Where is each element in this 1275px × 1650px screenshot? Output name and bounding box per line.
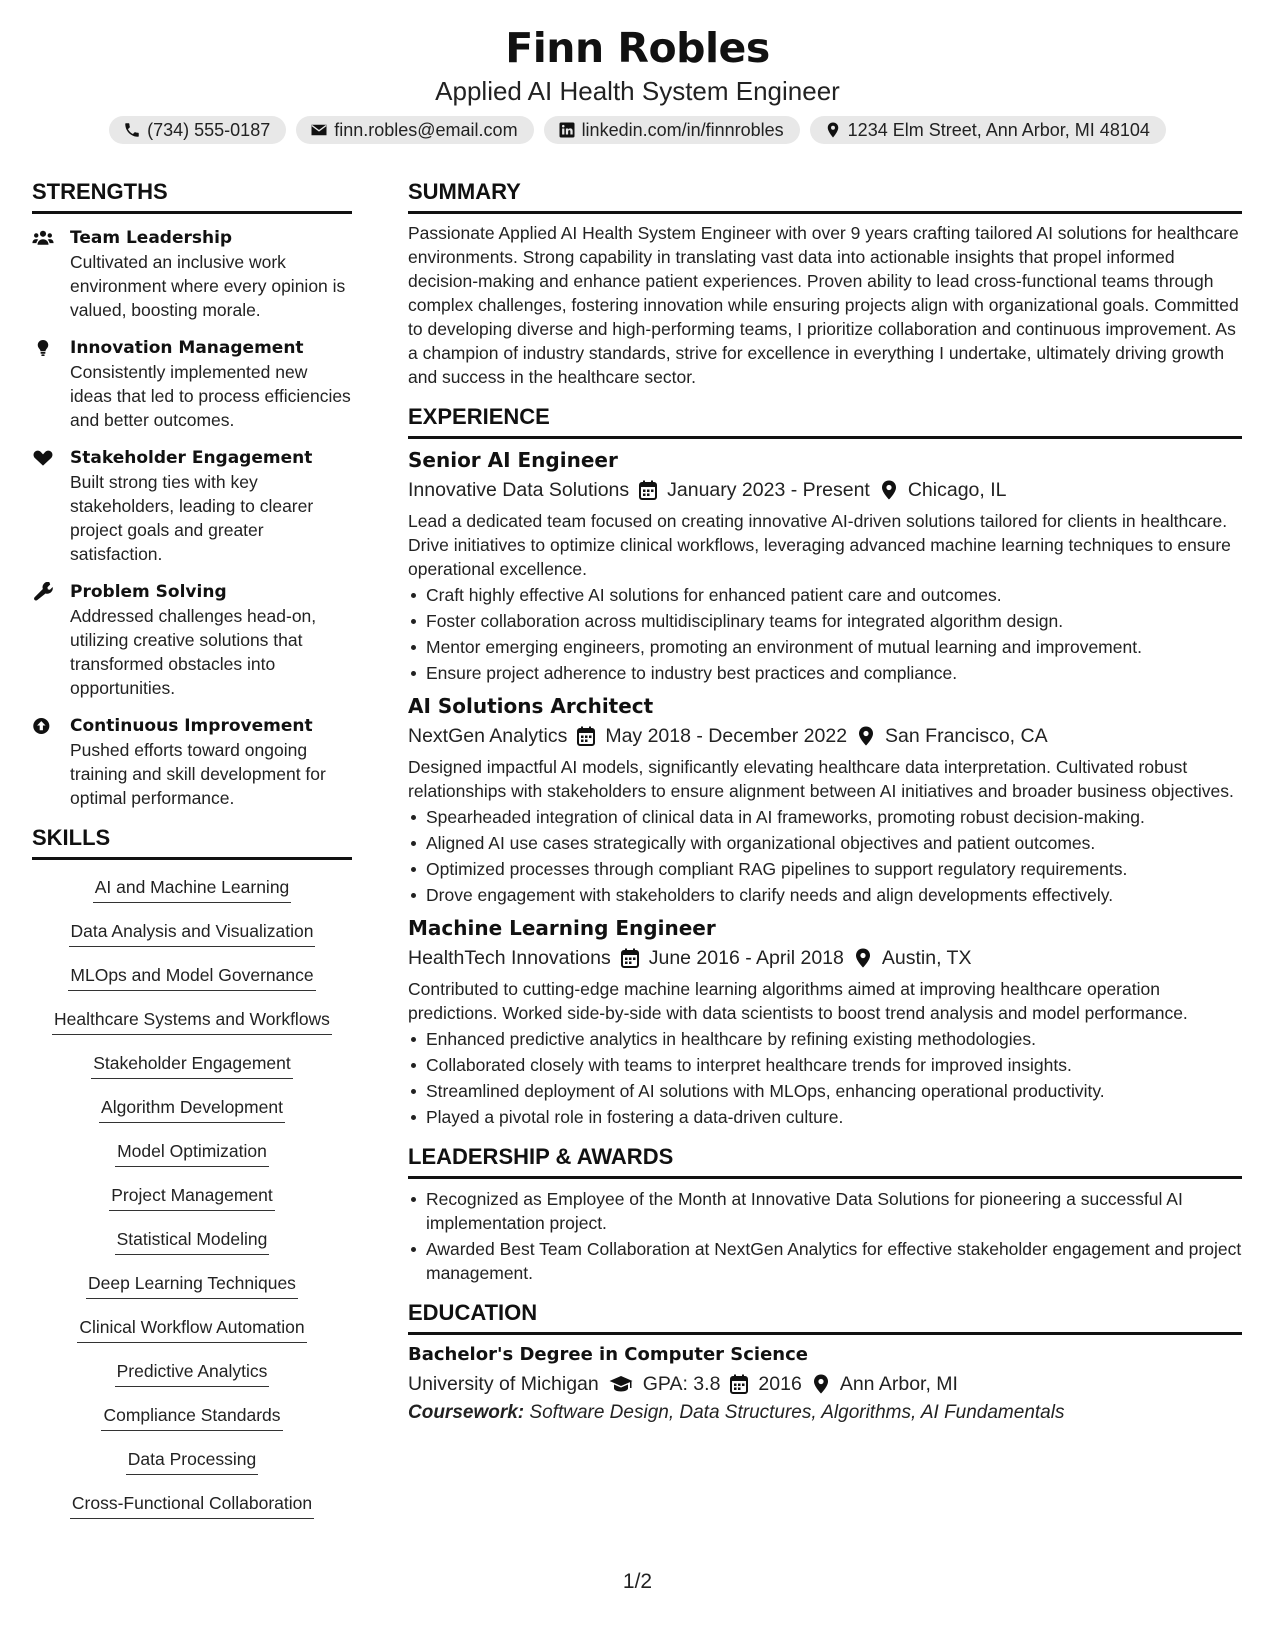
strength-title: Stakeholder Engagement [70,448,313,468]
strength-title: Innovation Management [70,338,304,358]
job-dates: June 2016 - April 2018 [648,947,844,969]
graduation-cap-icon [609,1374,633,1394]
education-coursework [408,1399,1242,1427]
job-description: Contributed to cutting-edge machine learning algorithms aimed at improving healthcare operation predictions. Worked side-by-side with data scientists to boost trend analysis and model performance. [408,979,1188,1023]
job-bullet: Craft highly effective AI solutions for enhanced patient care and outcomes. [408,583,1242,607]
summary-text: Passionate Applied AI Health System Engineer with over 9 years crafting tailored AI solutions for healthcare environments. Strong capability in translating vast data into actionable insights that propel informed decision-making and enhance patient experiences. Proven ability to lead cross-functional teams through complex challenges, fostering innovation while ensuring projects align with organizational goals. Committed to developing diverse and high-performing teams, I prioritize collaboration and continuous improvement. As a champion of industry standards, strive for excellence in everything I undertake, ultimately driving growth and success in the healthcare sector. [408,223,1239,387]
job-company: NextGen Analytics [408,725,568,747]
job-meta [408,943,1242,973]
skills-section [32,824,352,1530]
skill-tag: AI and Machine Learning [93,870,292,903]
job-entry [408,691,1242,907]
skill-tag: MLOps and Model Governance [68,958,315,991]
job-bullet: Ensure project adherence to industry best practices and compliance. [408,661,1242,685]
strength-item [32,580,352,700]
skill-tag: Data Analysis and Visualization [69,914,316,947]
skill-tag: Data Processing [126,1442,258,1475]
summary-heading: SUMMARY [408,178,1242,214]
skill-tag: Compliance Standards [101,1398,282,1431]
strength-desc: Consistently implemented new ideas that led to process efficiencies and better outcomes. [70,362,351,430]
education-gpa: GPA: 3.8 [642,1373,721,1395]
skill-tag: Clinical Workflow Automation [77,1310,306,1343]
awards-list [408,1187,1242,1285]
job-bullet: Aligned AI use cases strategically with organizational objectives and patient outcomes. [408,831,1242,855]
job-meta [408,721,1242,751]
skill-tag: Statistical Modeling [115,1222,270,1255]
strength-desc: Cultivated an inclusive work environment where every opinion is valued, boosting morale. [70,252,346,320]
calendar-icon [621,948,639,968]
resume-header [0,22,1275,144]
contact-phone[interactable] [109,116,286,144]
strength-item [32,226,352,322]
contact-address-text: 1234 Elm Street, Ann Arbor, MI 48104 [847,120,1150,140]
job-location: Austin, TX [881,947,972,969]
left-column [32,178,352,1530]
job-entry [408,445,1242,685]
map-pin-icon [812,1374,830,1394]
contact-linkedin-text: linkedin.com/in/finnrobles [581,120,784,140]
users-icon [32,228,54,248]
map-pin-icon [857,726,875,746]
skills-heading: SKILLS [32,824,352,860]
wrench-icon [32,582,54,602]
job-company: HealthTech Innovations [408,947,611,969]
contact-linkedin[interactable] [544,116,800,144]
contact-bar [0,116,1275,144]
strength-desc: Built strong ties with key stakeholders, leading to clearer project goals and greater satisfaction. [70,472,314,564]
job-title: Senior AI Engineer [408,448,618,472]
job-bullet: Foster collaboration across multidisciplinary teams for integrated algorithm design. [408,609,1242,633]
job-dates: May 2018 - December 2022 [605,725,848,747]
map-pin-icon [854,948,872,968]
skill-tag: Cross-Functional Collaboration [70,1486,314,1519]
strength-desc: Pushed efforts toward ongoing training and skill development for optimal performance. [70,740,326,808]
job-title: Machine Learning Engineer [408,916,716,940]
job-bullet: Played a pivotal role in fostering a data-driven culture. [408,1105,1242,1129]
heart-icon [32,448,54,468]
job-location: Chicago, IL [907,479,1007,501]
map-pin-icon [824,121,842,139]
coursework-label: Coursework: [408,1402,525,1423]
linkedin-icon [558,121,576,139]
right-column [408,178,1242,1427]
job-location: San Francisco, CA [885,725,1048,747]
skill-tag: Healthcare Systems and Workflows [52,1002,332,1035]
experience-heading: EXPERIENCE [408,403,1242,439]
envelope-icon [310,121,328,139]
calendar-icon [730,1374,748,1394]
skill-tag: Deep Learning Techniques [86,1266,298,1299]
strength-title: Problem Solving [70,582,227,602]
job-bullet: Enhanced predictive analytics in healthcare by refining existing methodologies. [408,1027,1242,1051]
map-pin-icon [880,480,898,500]
job-meta [408,475,1242,505]
education-year: 2016 [758,1373,802,1395]
strength-title: Team Leadership [70,228,233,248]
job-dates: January 2023 - Present [667,479,870,501]
job-bullet: Streamlined deployment of AI solutions with MLOps, enhancing operational productivity. [408,1079,1242,1103]
job-bullet: Collaborated closely with teams to interpret healthcare trends for improved insights. [408,1053,1242,1077]
job-description: Lead a dedicated team focused on creating innovative AI-driven solutions tailored for clients in healthcare. Drive initiatives to optimize clinical workflows, leveraging advanced machine learning techniques to ensure operational excellence. [408,511,1231,579]
contact-email-text: finn.robles@email.com [334,120,518,140]
job-company: Innovative Data Solutions [408,479,630,501]
coursework-list: Software Design, Data Structures, Algorithms, AI Fundamentals [529,1402,1065,1423]
education-heading: EDUCATION [408,1299,1242,1335]
education-meta [408,1369,1242,1399]
strength-item [32,446,352,566]
skill-tag: Model Optimization [115,1134,269,1167]
job-bullet: Spearheaded integration of clinical data in AI frameworks, promoting robust decision-making. [408,805,1242,829]
job-bullet: Optimized processes through compliant RAG pipelines to support regulatory requirements. [408,857,1242,881]
calendar-icon [577,726,595,746]
lightbulb-icon [32,338,54,358]
job-bullet: Mentor emerging engineers, promoting an environment of mutual learning and improvement. [408,635,1242,659]
job-bullet: Drove engagement with stakeholders to clarify needs and align developments effectively. [408,883,1242,907]
contact-phone-text: (734) 555-0187 [147,120,271,140]
strength-item [32,336,352,432]
contact-address [810,116,1166,144]
job-bullets [408,1027,1242,1129]
awards-heading: LEADERSHIP & AWARDS [408,1143,1242,1179]
candidate-role: Applied AI Health System Engineer [435,76,840,106]
skills-list [32,870,352,1530]
strengths-list [32,226,352,810]
job-bullets [408,583,1242,685]
phone-icon [123,121,141,139]
strength-item [32,714,352,810]
job-bullets [408,805,1242,907]
candidate-name: Finn Robles [505,24,770,72]
job-description: Designed impactful AI models, significantly elevating healthcare data interpretation. Cultivated robust relationships with stakeholders to ensure alignment between AI initiatives and broader business objectives. [408,757,1234,801]
strengths-heading: STRENGTHS [32,178,352,214]
skill-tag: Stakeholder Engagement [91,1046,293,1079]
strength-desc: Addressed challenges head-on, utilizing creative solutions that transformed obstacles into opportunities. [70,606,317,698]
calendar-icon [639,480,657,500]
skill-tag: Project Management [109,1178,274,1211]
job-entry [408,913,1242,1129]
strength-title: Continuous Improvement [70,716,313,736]
contact-email[interactable] [296,116,533,144]
award-item: Awarded Best Team Collaboration at NextGen Analytics for effective stakeholder engagement and project management. [408,1237,1242,1285]
skill-tag: Algorithm Development [99,1090,285,1123]
education-location: Ann Arbor, MI [839,1373,958,1395]
education-degree: Bachelor's Degree in Computer Science [408,1344,808,1365]
job-title: AI Solutions Architect [408,694,654,718]
education-school: University of Michigan [408,1373,599,1395]
award-item: Recognized as Employee of the Month at Innovative Data Solutions for pioneering a successful AI implementation project. [408,1187,1242,1235]
skill-tag: Predictive Analytics [115,1354,270,1387]
page-number: 1/2 [622,1570,653,1593]
arrow-circle-up-icon [32,716,54,736]
